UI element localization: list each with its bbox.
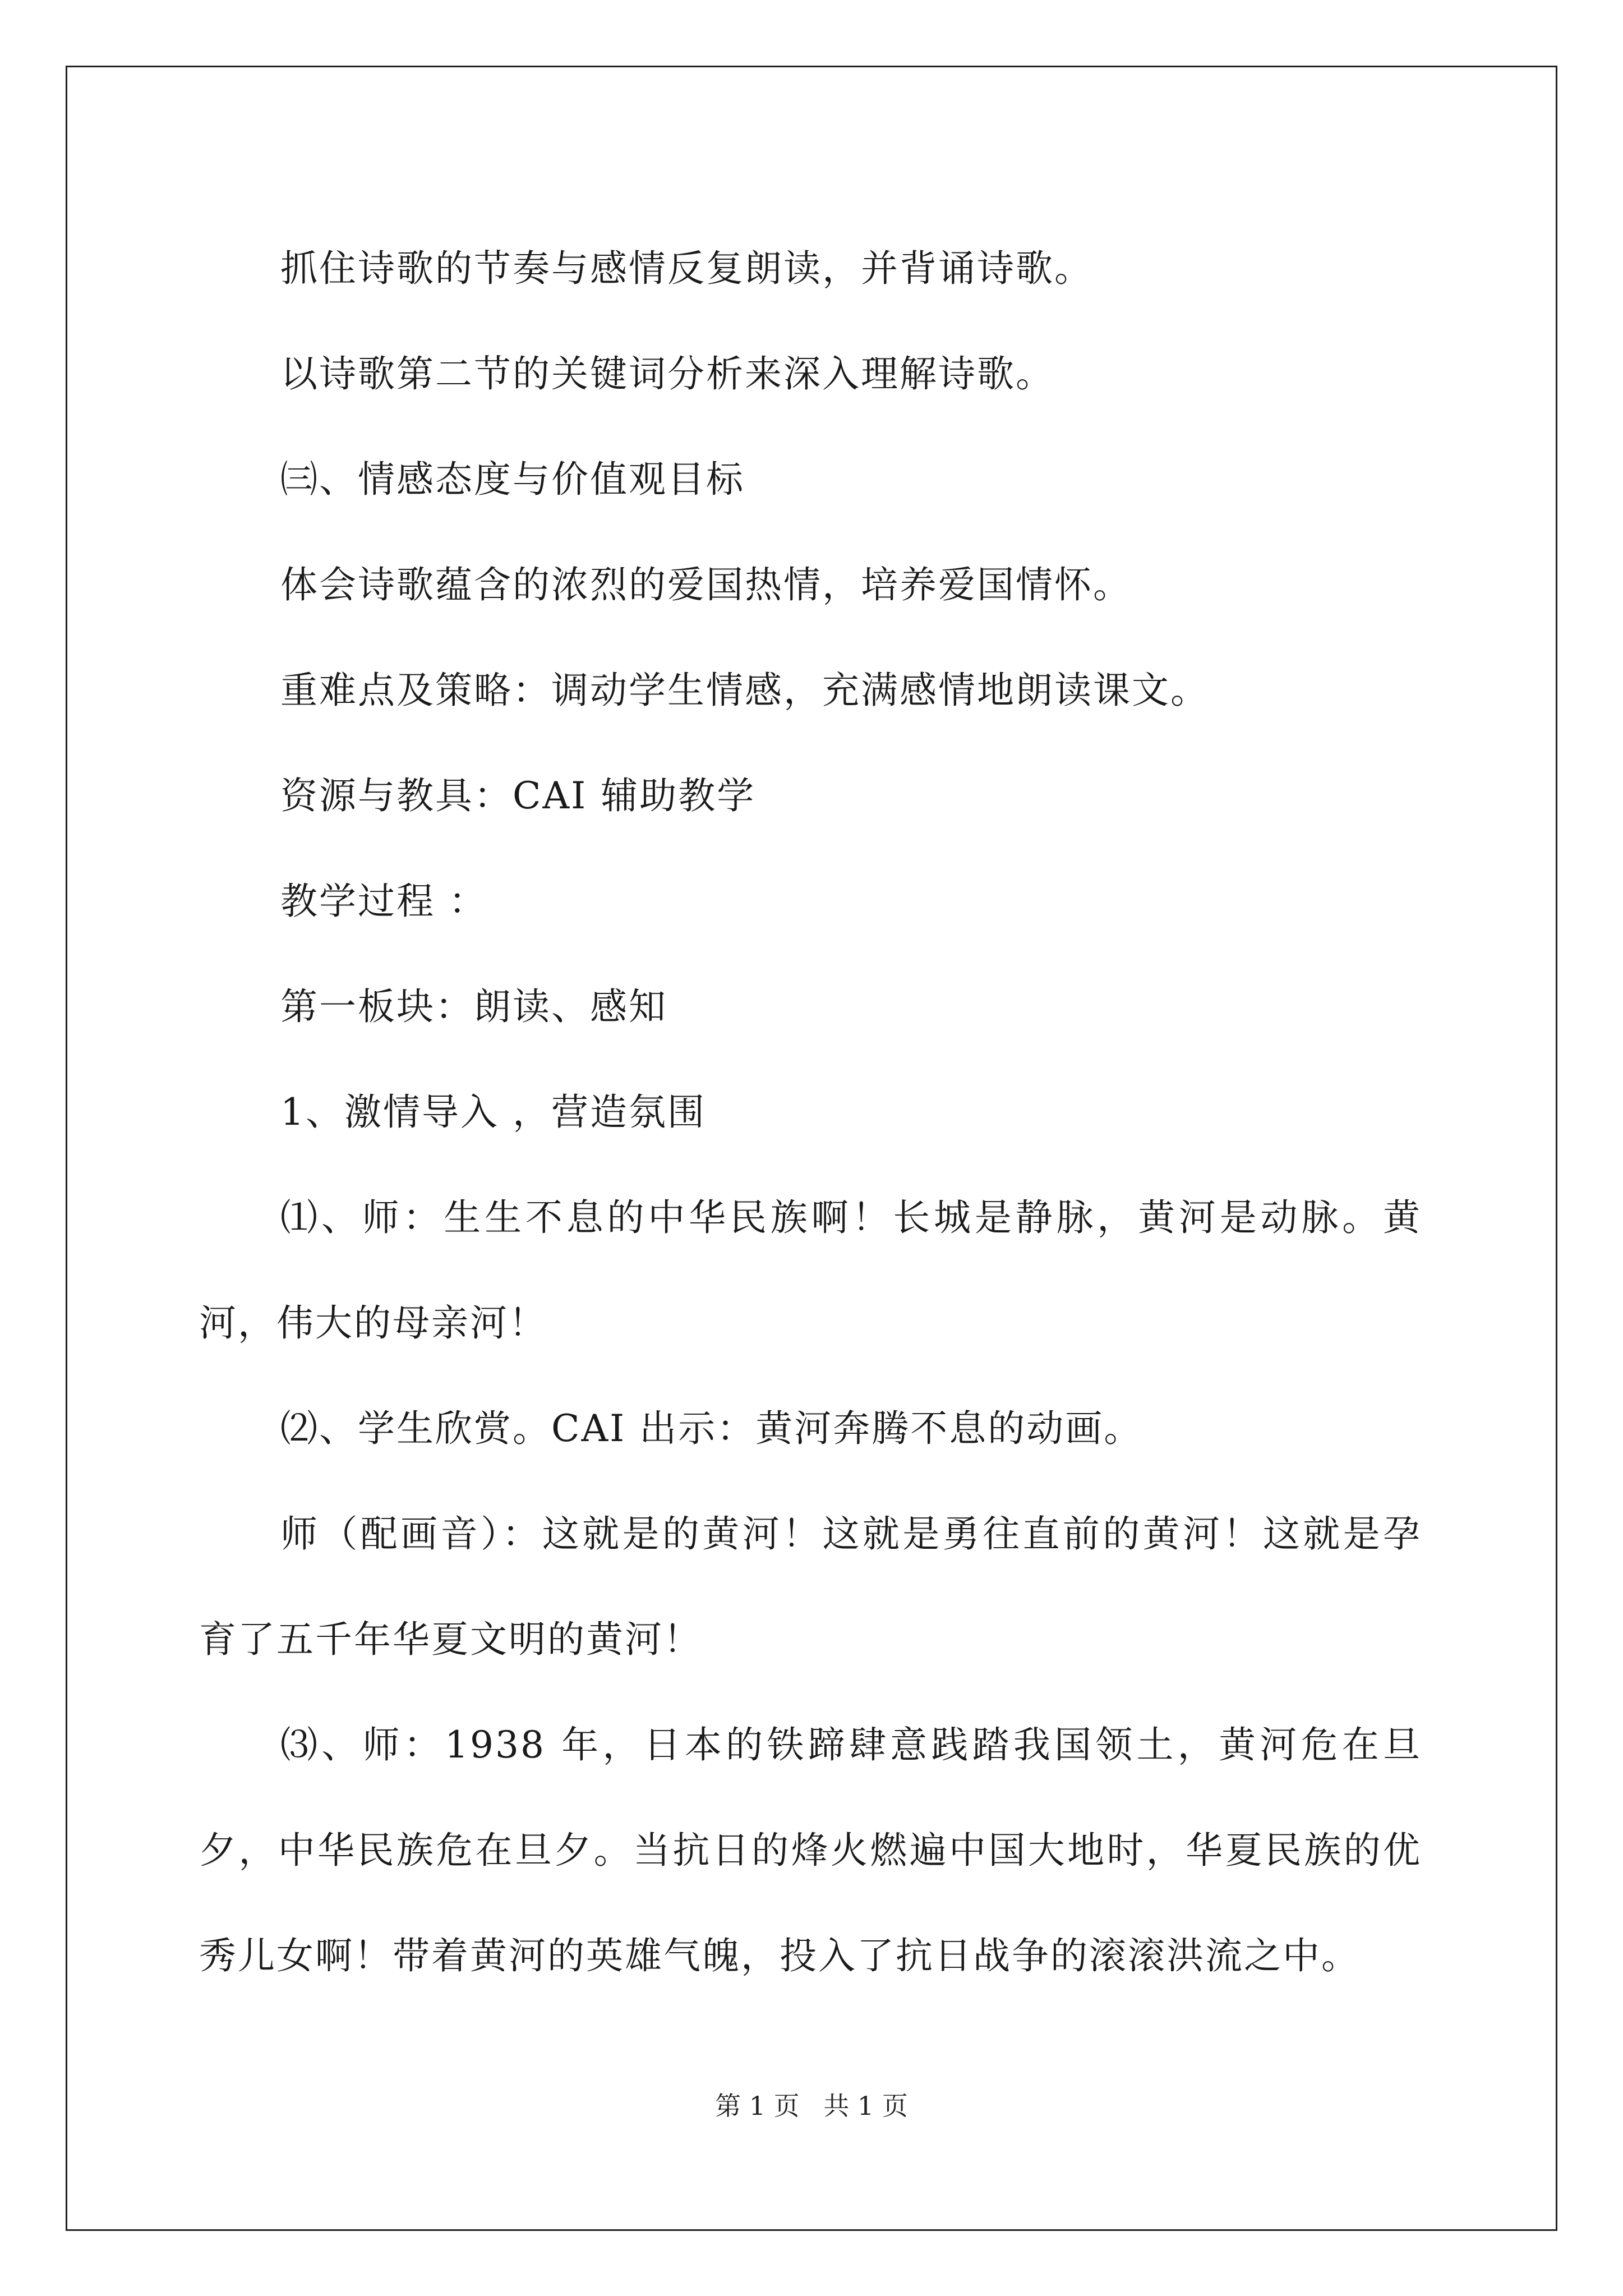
paragraph: 重难点及策略：调动学生情感，充满感情地朗读课文。 — [280, 669, 1209, 712]
page-number: 第 1 页 — [715, 2091, 800, 2121]
page-total: 共 1 页 — [823, 2091, 908, 2121]
paragraph: 1、激情导入 ，营造氛围 — [280, 1091, 706, 1134]
paragraph: 资源与教具：CAI 辅助教学 — [280, 774, 756, 817]
page-footer — [0, 2086, 1623, 2123]
paragraph: 以诗歌第二节的关键词分析来深入理解诗歌。 — [280, 352, 1054, 395]
paragraph: ⑵、学生欣赏。CAI 出示：黄河奔腾不息的动画。 — [280, 1407, 1143, 1450]
paragraph: ⑴、师：生生不息的中华民族啊！长城是静脉，黄河是动脉。黄河，伟大的母亲河！ — [199, 1196, 1422, 1345]
document-body — [199, 216, 1422, 2009]
paragraph: 教学过程 ： — [280, 880, 487, 923]
paragraph: 师（配画音）：这就是的黄河！这就是勇往直前的黄河！这就是孕育了五千年华夏文明的黄河！ — [199, 1512, 1422, 1661]
paragraph: ⑶、师：1938 年，日本的铁蹄肆意践踏我国领土，黄河危在旦夕，中华民族危在旦夕。当抗日的烽火燃遍中国大地时，华夏民族的优秀儿女啊！带着黄河的英雄气魄，投入了抗日战争的滚滚洪流之中。 — [199, 1723, 1422, 1977]
paragraph: 体会诗歌蕴含的浓烈的爱国热情，培养爱国情怀。 — [280, 563, 1132, 606]
section-heading: ㈢、情感态度与价值观目标 — [280, 458, 745, 501]
paragraph: 抓住诗歌的节奏与感情反复朗读，并背诵诗歌。 — [280, 247, 1093, 290]
section-heading: 第一板块：朗读、感知 — [280, 985, 667, 1028]
